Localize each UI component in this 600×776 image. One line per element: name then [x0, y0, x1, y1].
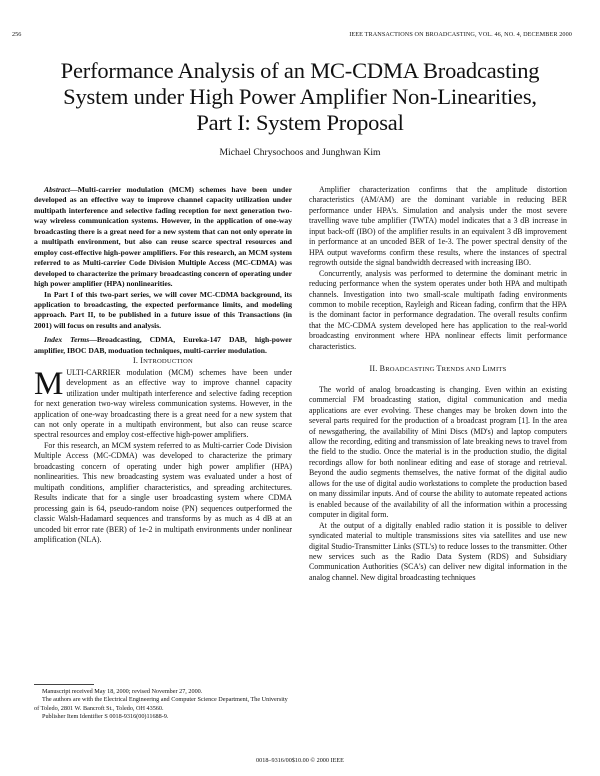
drop-cap: M: [34, 365, 64, 402]
intro-paragraph-2: For this research, an MCM system referred to as Multi-carrier Code Division Multiple Access (MC-CDMA) was developed to characterize the primary broadcasting concern of operating under high power amplifier (HPA) nonlinearities. This new broadcasting system was evaluated under a host of multipath conditions, amplifier characteristics, and spreading architectures. Results indicate that for a single user broadcasting system where CDMA processing gain is 64, pseudo-random noise (PN) sequences outperformed the classic Walsh-Hadamard sequences and transforms by as much as 4 dB at an uncoded bit error rate (BER) of 1e-2 in multipath environments under nonlinear amplification (NLA).: [34, 440, 292, 544]
section-heading-broadcasting: II. BROADCASTING TRENDS AND LIMITS: [369, 364, 507, 374]
body-paragraph-4: At the output of a digitally enabled radio station it is possible to deliver syndicated material to multiple transmissions sites via satellites and use new digital Studio-Transmitter Links (STL's) to reduce losses to the transmitter. Other new services such as the Radio Data System (RDS) and Subsidiary Communication Authorities (SCA's) can deliver new digital information in the analog channel. New digital broadcasting techniques: [309, 520, 567, 582]
left-column: [34, 185, 292, 545]
abstract-text: —Multi-carrier modulation (MCM) schemes have been under developed as an effective way to improve channel capacity utilization under multipath interference and selective fading reception for next generation two-way wireless communication systems. However, in the application of one-way broadcasting there is a great need for a new system that can not only operate in a multipath environment, but also can reuse scarce spectral resources and employ cost-effective high-power amplifiers. For this research, an MCM system referred to as Multi-carrier Code Division Multiple Access (MC-CDMA) was developed to characterize the primary broadcasting concern of operating under high power amplifier (HPA) nonlinearities.: [34, 185, 292, 289]
right-column: [309, 185, 567, 583]
paper-title: [20, 58, 580, 136]
index-terms: [34, 335, 292, 356]
body-paragraph-2: Concurrently, analysis was performed to determine the dominant metric in reducing performance when the system operates under both HPA and multipath channels. Investigation into two small-scale multipath fading environments common to mobile reception, Rayleigh and Ricean fading, confirm that the HPA is the dominant factor in performance degradation. The overall results confirm that the MC-CDMA system developed here has application to the real-world broadcasting environment where HPA nonlinear effects limit performance characteristics.: [309, 268, 567, 351]
copyright-line: 0018–9316/00$10.00 © 2000 IEEE: [256, 757, 344, 764]
intro-paragraph-1: MULTI-CARRIER modulation (MCM) schemes have been under development as an effective way to improve channel capacity utilization under multipath interference and selective fading reception for next generation two-way wireless communication systems. However, in the application of one-way broadcasting there is a great need for a new system that can not only operate in a multipath environment, but also can reuse scarce spectral resources and employ cost-effective high-power amplifiers.: [34, 365, 292, 440]
section-heading-introduction: I. INTRODUCTION: [133, 356, 193, 366]
title-line-1: Performance Analysis of an MC-CDMA Broadcasting: [60, 58, 540, 83]
abstract-paragraph-2: In Part I of this two-part series, we will cover MC-CDMA background, its application to broadcasting, the expected performance limits, and modeling approach. Part II, to be published in a future issue of this Transactions (in 2001) will focus on results and analysis.: [34, 289, 292, 330]
footnote: [34, 688, 292, 722]
abstract-paragraph: [34, 185, 292, 290]
index-terms-lead: Index Terms: [44, 335, 90, 345]
footnote-rule: [34, 684, 94, 685]
authors: Michael Chrysochoos and Junghwan Kim: [219, 147, 381, 158]
body-paragraph-1: Amplifier characterization confirms that the amplitude distortion characteristics (AM/AM) are the dominant variable in reducing BER performance under HPA's. Simulation and analysis under the most severe travelling wave tube amplifier (TWTA) model indicates that a 3 dB increase in input back-off (IBO) of the amplifier results in an equivalent 3 dB improvement in performance at an uncoded BER of 1e-3. The power spectral density of the HPA output waveforms confirm these results, where the instances of spectral regrowth outside the signal bandwidth decreased with increasing IBO.: [309, 185, 567, 268]
page-number: 256: [12, 31, 22, 38]
footnote-publisher-id: Publisher Item Identifier S 0018-9316(00)11688-9.: [42, 713, 169, 721]
title-line-2: System under High Power Amplifier Non-Linearities,: [63, 84, 537, 109]
body-paragraph-3: The world of analog broadcasting is changing. Even within an existing commercial FM broadcasting station, digital communication and media applications are ever evolving. These changes may be broken down into the several parts required for the production of a broadcast program [1]. In the area of newsgathering, the availability of Mini Discs (MD's) and laptop computers allow the recording, editing and transmission of late breaking news to travel from the field to the studio. Once the material is in the production studio, the digital recordings allow for both nonlinear editing and ease of storage and retrieval. Beyond the audio segments themselves, the native format of the digital audio allows for the use of digital audio workstations to complete the production based on many dissimilar inputs. And of course the ability to automate repeated actions is enabled because of the availability of all the information within a processing computer in digital form.: [309, 384, 567, 520]
journal-header: IEEE TRANSACTIONS ON BROADCASTING, VOL. 46, NO. 4, DECEMBER 2000: [349, 31, 572, 38]
abstract-lead: Abstract: [44, 185, 71, 194]
footnote-affiliation: The authors are with the Electrical Engineering and Computer Science Department, The University of Toledo, 2801 W. Bancroft St., Toledo, OH 43560.: [34, 696, 288, 712]
footnote-manuscript: Manuscript received May 18, 2000; revised November 27, 2000.: [42, 688, 203, 695]
title-line-3: Part I: System Proposal: [196, 110, 404, 135]
index-terms-text: —Broadcasting, CDMA, Eureka-147 DAB, high-power amplifier, IBOC DAB, moduation techniques, multi-carrier modulation.: [34, 335, 293, 355]
